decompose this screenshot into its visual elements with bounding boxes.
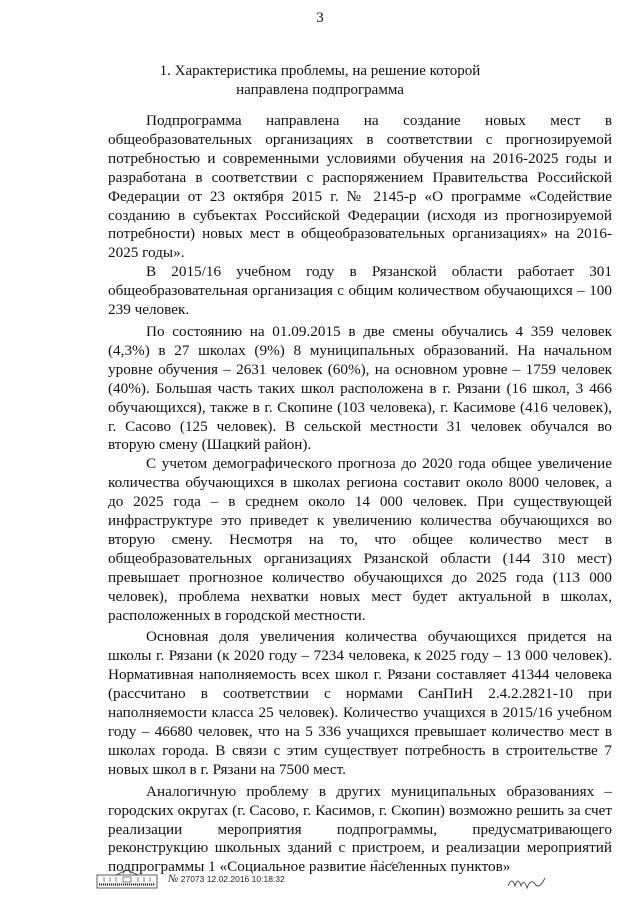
paragraph-2: В 2015/16 учебном году в Рязанской области работает 301 общеобразовательная организация с общим количеством обучающихся – 100 239 человек. (108, 263, 612, 319)
paragraph-1: Подпрограмма направлена на создание новых мест в общеобразовательных организациях в соответствии с прогнозируемой потребностью и современными условиями обучения на 2016-2025 годы и разработана в соответствии с распоряжением Правительства Российской Федерации от 23 октября 2015 г. № 2145-р «О программе «Содействие созданию в субъектах Российской Федерации (исходя из прогнозируемой потребности) новых мест в общеобразовательных организациях» на 2016-2025 годы». (108, 112, 612, 262)
heading-line-2: направлена подпрограмма (236, 82, 404, 98)
paragraph-3: По состоянию на 01.09.2015 в две смены обучались 4 359 человек (4,3%) в 27 школах (9%) 8 муниципальных образований. На начальном уровне обучения – 2631 человек (60%), на основном уровне – 1759 человек (40%). Большая часть таких школ расположена в г. Рязани (16 школ, 3 466 обучающихся), также в г. Скопине (103 человека), г. Касимове (416 человек), г. Сасово (125 человек). В сельской местности 31 человек обучался во вторую смену (Шацкий район). (108, 322, 612, 454)
body-text (108, 112, 612, 877)
paragraph-5: Основная доля увеличения количества обучающихся придется на школы г. Рязани (к 2020 году – 7234 человека, к 2025 году – 13 000 человек). Нормативная наполняемость всех школ г. Рязани составляет 41344 человека (рассчитано в соответствии с нормами СанПиН 2.4.2.2821-10 при наполняемости класса 25 человек). Количество учащихся в 2015/16 учебном году – 46680 человек, что на 5 336 учащихся превышает количество мест в школах города. В связи с этим существует потребность в строительстве 7 новых школ в г. Рязани на 7500 мест. (108, 628, 612, 778)
page-number: 3 (316, 10, 324, 26)
paragraph-4: С учетом демографического прогноза до 2020 года общее увеличение количества обучающихся в школах региона составит около 8000 человек, а до 2025 года – в среднем около 14 000 человек. При существующей инфраструктуре это приведет к увеличению количества обучающихся во вторую смену. Несмотря на то, что общее количество мест в общеобразовательных организациях Рязанской области (144 310 мест) превышает прогнозное количество обучающихся до 2025 года (113 000 человек), проблема нехватки новых мест будет актуальной в школах, расположенных в городской местности. (108, 455, 612, 624)
building-stamp-icon (96, 869, 158, 889)
handwritten-mark (372, 852, 422, 872)
registration-stamp (168, 873, 285, 885)
registration-footer (96, 868, 285, 890)
section-heading (110, 62, 530, 100)
number-sign: № (168, 873, 179, 885)
heading-line-1: 1. Характеристика проблемы, на решение которой (159, 63, 481, 79)
signature-mark (506, 872, 550, 892)
paragraph-6: Аналогичную проблему в других муниципальных образованиях – городских округах (г. Сасово, г. Касимов, г. Скопин) возможно решить за счет реализации мероприятия подпрограммы, предусматривающего реконструкцию школьных зданий с пристроем, и реализации мероприятий подпрограммы 1 «Социальное развитие населенных пунктов» (108, 782, 612, 876)
registration-number-date: 27073 12.02.2016 10:18:32 (180, 874, 285, 884)
